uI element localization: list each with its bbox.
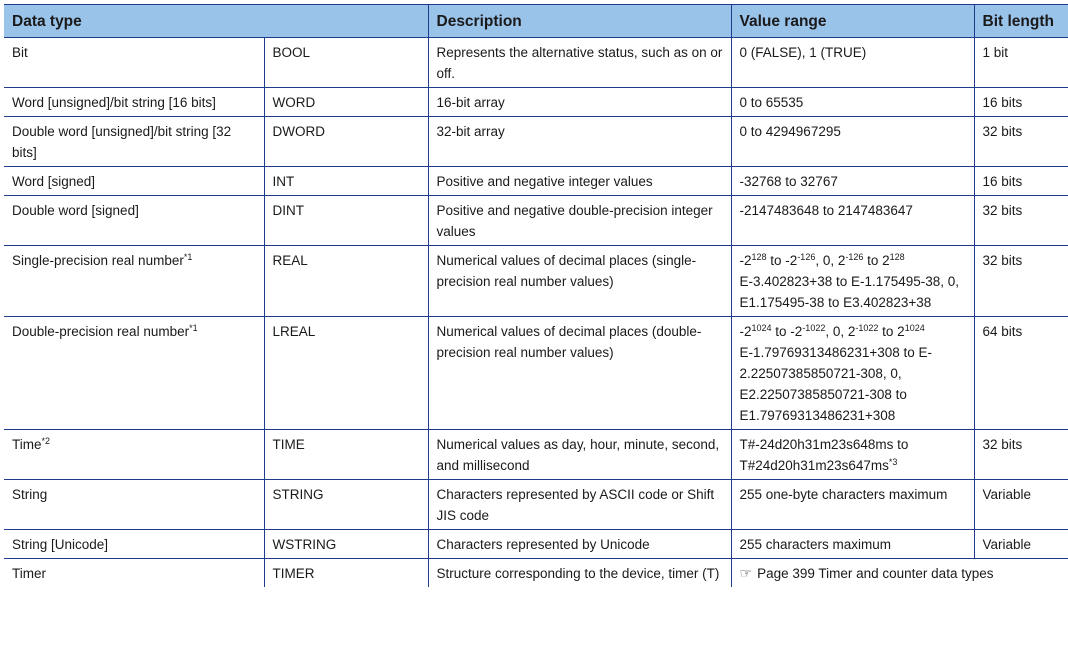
header-description: Description <box>428 5 731 38</box>
row-bit-length: 64 bits <box>974 317 1068 430</box>
row-description: Numerical values as day, hour, minute, second, and millisecond <box>428 430 731 480</box>
row-name: Word [unsigned]/bit string [16 bits] <box>4 88 264 117</box>
row-bit-length: Variable <box>974 480 1068 530</box>
range-part: to -2 <box>766 253 798 268</box>
row-name <box>4 246 264 317</box>
row-value-range: 0 (FALSE), 1 (TRUE) <box>731 38 974 88</box>
row-value-range: -32768 to 32767 <box>731 167 974 196</box>
row-type: DINT <box>264 196 428 246</box>
row-description: Numerical values of decimal places (single-precision real number values) <box>428 246 731 317</box>
range-rest: E-1.79769313486231+308 to E-2.22507385850721-308, 0, E2.22507385850721-308 to E1.79769313486231+308 <box>739 345 933 423</box>
header-row <box>4 5 1068 38</box>
table-row <box>4 246 1068 317</box>
row-description: Represents the alternative status, such as on or off. <box>428 38 731 88</box>
row-name-text: Time <box>12 437 42 452</box>
row-type: INT <box>264 167 428 196</box>
table-row <box>4 430 1068 480</box>
row-value-range: 0 to 4294967295 <box>731 117 974 167</box>
row-name-text: Double-precision real number <box>12 324 190 339</box>
row-type: TIMER <box>264 559 428 588</box>
range-part: to -2 <box>771 324 803 339</box>
header-data-type: Data type <box>4 5 428 38</box>
row-bit-length: 1 bit <box>974 38 1068 88</box>
row-description: Characters represented by ASCII code or Shift JIS code <box>428 480 731 530</box>
range-exponent: -126 <box>845 252 864 262</box>
range-exponent: -1022 <box>802 323 826 333</box>
row-name-text: Single-precision real number <box>12 253 184 268</box>
row-bit-length: 16 bits <box>974 88 1068 117</box>
row-type: LREAL <box>264 317 428 430</box>
row-type: REAL <box>264 246 428 317</box>
row-type: DWORD <box>264 117 428 167</box>
row-bit-length: 16 bits <box>974 167 1068 196</box>
row-name: Double word [unsigned]/bit string [32 bits] <box>4 117 264 167</box>
row-bit-length: 32 bits <box>974 246 1068 317</box>
row-name: Bit <box>4 38 264 88</box>
table-row <box>4 317 1068 430</box>
row-description: Characters represented by Unicode <box>428 530 731 559</box>
range-rest: E-3.402823+38 to E-1.175495-38, 0, E1.175495-38 to E3.402823+38 <box>739 274 960 310</box>
table-row <box>4 196 1068 246</box>
row-value-range <box>731 317 974 430</box>
footnote-marker: *1 <box>183 252 193 262</box>
range-exponent: -1022 <box>855 323 879 333</box>
range-part: to 2 <box>878 324 905 339</box>
row-description: Numerical values of decimal places (double-precision real number values) <box>428 317 731 430</box>
range-part: , 0, 2 <box>825 324 856 339</box>
range-exponent: 1024 <box>904 323 925 333</box>
footnote-marker: *2 <box>41 436 51 446</box>
row-name <box>4 430 264 480</box>
row-description: 32-bit array <box>428 117 731 167</box>
row-type: STRING <box>264 480 428 530</box>
row-bit-length: 32 bits <box>974 430 1068 480</box>
range-exponent: 128 <box>751 252 767 262</box>
row-type: WSTRING <box>264 530 428 559</box>
row-name: Timer <box>12 566 46 581</box>
row-value-range <box>731 430 974 480</box>
table-row <box>4 530 1068 559</box>
header-value-range: Value range <box>731 5 974 38</box>
row-value-range <box>731 246 974 317</box>
range-part: to 2 <box>863 253 890 268</box>
row-description: 16-bit array <box>428 88 731 117</box>
row-value-range: 255 one-byte characters maximum <box>731 480 974 530</box>
row-bit-length: Variable <box>974 530 1068 559</box>
table-row <box>4 117 1068 167</box>
table-row <box>4 88 1068 117</box>
range-part: , 0, 2 <box>815 253 846 268</box>
row-description: Positive and negative double-precision integer values <box>428 196 731 246</box>
row-value-range: -2147483648 to 2147483647 <box>731 196 974 246</box>
range-text: T#-24d20h31m23s648ms to T#24d20h31m23s647ms <box>739 437 909 473</box>
row-value-range: 0 to 65535 <box>731 88 974 117</box>
footnote-marker: *3 <box>888 457 898 467</box>
row-type: BOOL <box>264 38 428 88</box>
range-exponent: -126 <box>797 252 816 262</box>
page-reference-icon: ☞ <box>739 565 753 581</box>
row-type: TIME <box>264 430 428 480</box>
row-name <box>4 317 264 430</box>
row-bit-length: 32 bits <box>974 196 1068 246</box>
row-name: String [Unicode] <box>4 530 264 559</box>
row-name: Word [signed] <box>4 167 264 196</box>
range-exponent: 128 <box>889 252 905 262</box>
row-type: WORD <box>264 88 428 117</box>
row-bit-length: 32 bits <box>974 117 1068 167</box>
row-value-range: 255 characters maximum <box>731 530 974 559</box>
data-type-table <box>4 4 1068 587</box>
row-name: Double word [signed] <box>4 196 264 246</box>
page-reference-link[interactable] <box>731 559 1068 588</box>
page-reference-text: Page 399 Timer and counter data types <box>757 566 994 581</box>
table-row <box>4 559 1068 588</box>
range-exponent: 1024 <box>751 323 772 333</box>
range-part: -2 <box>739 253 752 268</box>
range-part: -2 <box>739 324 752 339</box>
row-name: String <box>4 480 264 530</box>
row-description: Structure corresponding to the device, timer (T) <box>428 559 731 588</box>
footnote-marker: *1 <box>189 323 198 333</box>
table-row <box>4 38 1068 88</box>
header-bit-length: Bit length <box>974 5 1068 38</box>
table-row <box>4 167 1068 196</box>
table-row <box>4 480 1068 530</box>
row-description: Positive and negative integer values <box>428 167 731 196</box>
